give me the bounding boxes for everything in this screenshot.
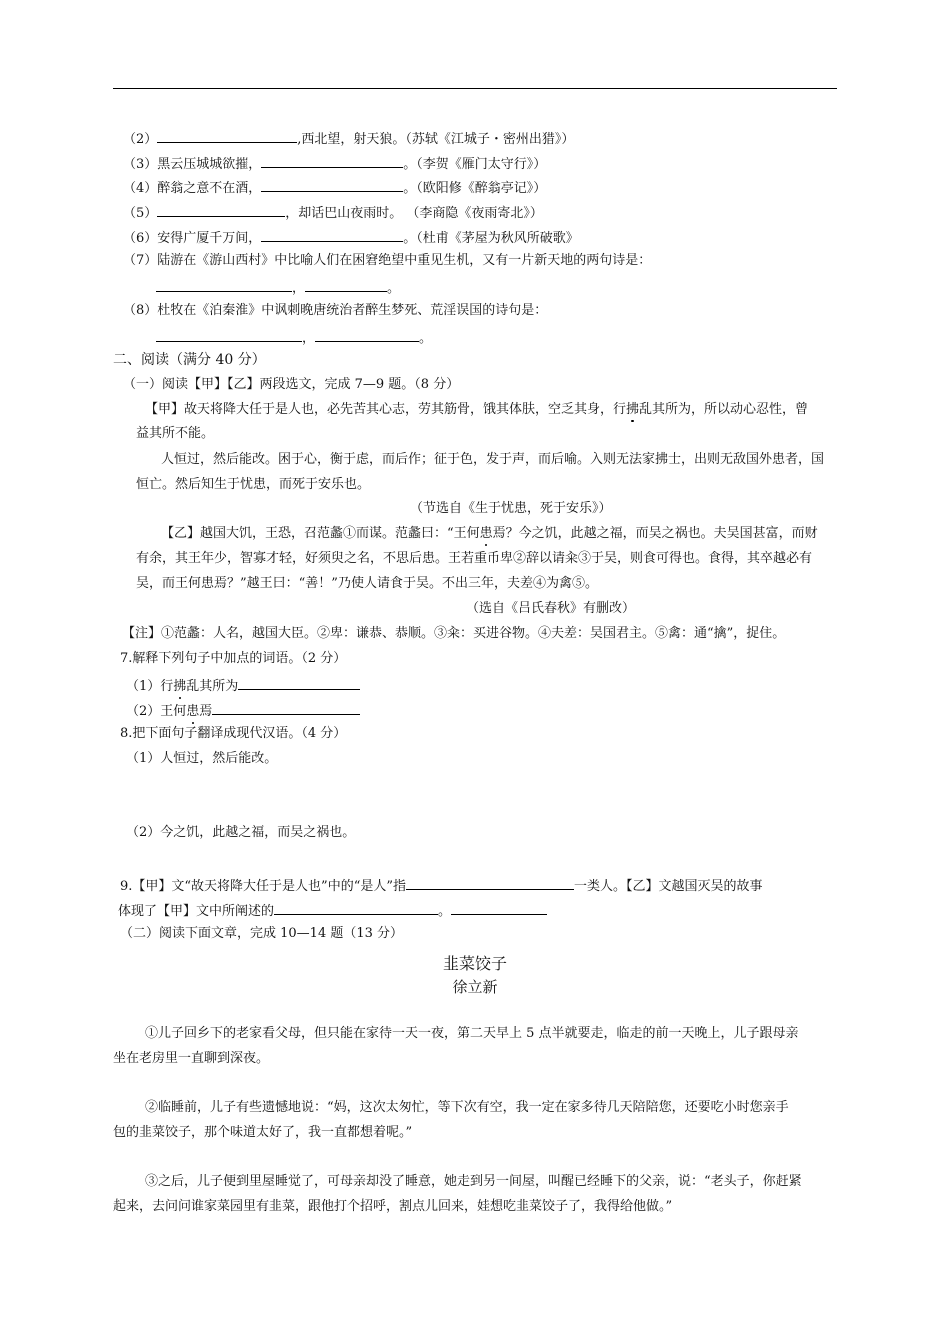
q6-item-2: [123, 129, 574, 148]
answer-blank[interactable]: [451, 901, 547, 915]
text: 【甲】故天将降大任于是人也，必先苦其心志，劳其筋骨，饿其体肤，空乏其身，行: [145, 402, 627, 417]
answer-blank[interactable]: [261, 178, 403, 192]
item-number: （3）: [123, 157, 158, 172]
answer-blank[interactable]: [156, 328, 302, 342]
q9-line-2: [118, 901, 547, 920]
text: 一类人。【乙】文越国灭吴的故事: [574, 879, 763, 894]
paragraph-1-line-1: ①儿子回乡下的老家看父母，但只能在家待一天一夜，第二天早上 5 点半就要走，临走的前一天晚上，儿子跟母亲: [145, 1026, 799, 1041]
article-title: 韭菜饺子: [442, 954, 507, 973]
answer-blank[interactable]: [406, 876, 574, 890]
text: 乱其所为，所以动心忍性，曾: [639, 402, 809, 417]
article-author: 徐立新: [452, 978, 498, 996]
answer-blank[interactable]: [261, 154, 403, 168]
yi-line-1: [161, 526, 818, 542]
item-number: （8）: [123, 303, 158, 318]
jia-line-4: 恒亡。然后知生于忧患，而死于安乐也。: [136, 477, 371, 492]
item-number: （2）: [123, 132, 158, 147]
q6-item-5: [123, 203, 543, 222]
paragraph-2-line-2: 包的韭菜饺子，那个味道太好了，我一直都想着呢。”: [113, 1125, 413, 1140]
text: 【乙】越国大饥，王恐，召范蠡①而谋。范蠡曰：“王何: [161, 526, 480, 541]
answer-blank[interactable]: [157, 203, 285, 217]
answer-blank[interactable]: [212, 701, 360, 715]
q7-sub-2: [126, 701, 360, 720]
jia-line-1: [145, 402, 808, 418]
answer-blank[interactable]: [315, 328, 419, 342]
yi-line-3: 吴，而王何患焉？”越王曰：“善！”乃使人请食于吴。不出三年，夫差④为禽⑤。: [136, 576, 598, 591]
item-text: 黑云压城城欲摧，: [157, 157, 262, 172]
separator: 。: [387, 281, 401, 296]
answer-blank[interactable]: [261, 228, 403, 242]
q6-item-8-blanks: [156, 328, 432, 347]
part2-intro: （二）阅读下面文章，完成 10—14 题（13 分）: [120, 926, 404, 941]
q6-item-4: [123, 178, 546, 197]
q6-item-6: [123, 228, 579, 247]
answer-blank[interactable]: [156, 278, 292, 292]
item-text: 。（杜甫《茅屋为秋风所破歌》: [403, 231, 579, 246]
yi-source: （选自《吕氏春秋》有删改）: [466, 601, 636, 616]
item-number: （6）: [123, 231, 158, 246]
answer-blank[interactable]: [305, 278, 387, 292]
q8-sub-2: （2）今之饥，此越之福，而吴之祸也。: [126, 825, 356, 840]
item-text: ,西北望，射天狼。（苏轼《江城子・密州出猎》）: [297, 132, 575, 147]
q6-item-7-blanks: [156, 278, 400, 297]
jia-line-2: 益其所不能。: [136, 426, 215, 441]
q7-sub-1: [126, 676, 360, 695]
q8-sub-1: （1）人恒过，然后能改。: [126, 751, 278, 766]
item-number: （4）: [123, 181, 158, 196]
text: 焉？今之饥，此越之福，而吴之祸也。夫吴国甚富，而财: [492, 526, 818, 541]
paragraph-3-line-1: ③之后，儿子便到里屋睡觉了，可母亲却没了睡意，她走到另一间屋，叫醒已经睡下的父亲，说：“老头子，你赶紧: [145, 1174, 802, 1189]
q6-item-3: [123, 154, 546, 173]
dotted-word: 患: [186, 704, 200, 719]
text: 体现了【甲】文中所阐述的: [118, 904, 275, 919]
text: （1）行: [126, 679, 174, 694]
item-text: 安得广厦千万间，: [157, 231, 262, 246]
section-heading: 二、阅读（满分 40 分）: [113, 352, 266, 368]
q7-stem: 7.解释下列句子中加点的词语。（2 分）: [120, 651, 347, 666]
answer-blank[interactable]: [238, 676, 360, 690]
jia-line-3: 人恒过，然后能改。困于心，衡于虑，而后作；征于色，发于声，而后喻。入则无法家拂士，出则无敌国外患者，国: [161, 452, 825, 467]
note: 【注】①范蠡：人名，越国大臣。②卑：谦恭、恭顺。③籴：买进谷物。④夫差：吴国君主。⑤禽：通“擒”，捉住。: [122, 626, 786, 641]
answer-blank[interactable]: [274, 901, 438, 915]
item-text: ，却话巴山夜雨时。 （李商隐《夜雨寄北》）: [285, 206, 543, 221]
part1-intro: （一）阅读【甲】【乙】两段选文，完成 7—9 题。（8 分）: [123, 377, 460, 392]
dotted-word: 拂: [626, 402, 640, 417]
item-text: 醉翁之意不在酒，: [157, 181, 262, 196]
item-text: 。（李贺《雁门太守行》）: [403, 157, 547, 172]
item-text: 。（欧阳修《醉翁亭记》）: [403, 181, 547, 196]
answer-blank[interactable]: [157, 129, 297, 143]
text: 焉: [199, 704, 213, 719]
separator: ，: [302, 331, 316, 346]
separator: ，: [292, 281, 306, 296]
paragraph-2-line-1: ②临睡前，儿子有些遗憾地说：“妈，这次太匆忙，等下次有空，我一定在家多待几天陪陪您，还要吃小时您亲手: [145, 1100, 789, 1115]
separator: 。: [419, 331, 433, 346]
header-rule: [113, 88, 837, 89]
text: 9.【甲】文“故天将降大任于是人也”中的“是人”指: [120, 879, 406, 894]
q9-line-1: [120, 876, 763, 895]
text: 乱其所为: [186, 679, 239, 694]
q6-item-7: [123, 253, 651, 269]
item-number: （5）: [123, 206, 158, 221]
q8-stem: 8.把下面句子翻译成现代汉语。（4 分）: [120, 726, 347, 741]
yi-line-2: 有余，其王年少，智寡才轻，好须臾之名，不思后患。王若重币卑②辞以请籴③于吴，则食可得也。食得，其卒越必有: [136, 551, 813, 566]
q6-item-8: [123, 303, 547, 319]
jia-source: （节选自《生于忧患，死于安乐》）: [410, 501, 612, 516]
paragraph-1-line-2: 坐在老房里一直聊到深夜。: [113, 1051, 270, 1066]
text: 。: [438, 904, 452, 919]
dotted-word: 患: [479, 526, 493, 541]
item-number: （7）: [123, 253, 158, 268]
dotted-word: 拂: [173, 679, 187, 694]
item-text: 陆游在《游山西村》中比喻人们在困窘绝望中重见生机，又有一片新天地的两句诗是：: [157, 253, 652, 268]
text: （2）王何: [126, 704, 187, 719]
item-text: 杜牧在《泊秦淮》中讽刺晚唐统治者醉生梦死、荒淫误国的诗句是：: [157, 303, 548, 318]
paragraph-3-line-2: 起来，去问问谁家菜园里有韭菜，跟他打个招呼，割点儿回来，娃想吃韭菜饺子了，我得给他做。”: [113, 1199, 673, 1214]
